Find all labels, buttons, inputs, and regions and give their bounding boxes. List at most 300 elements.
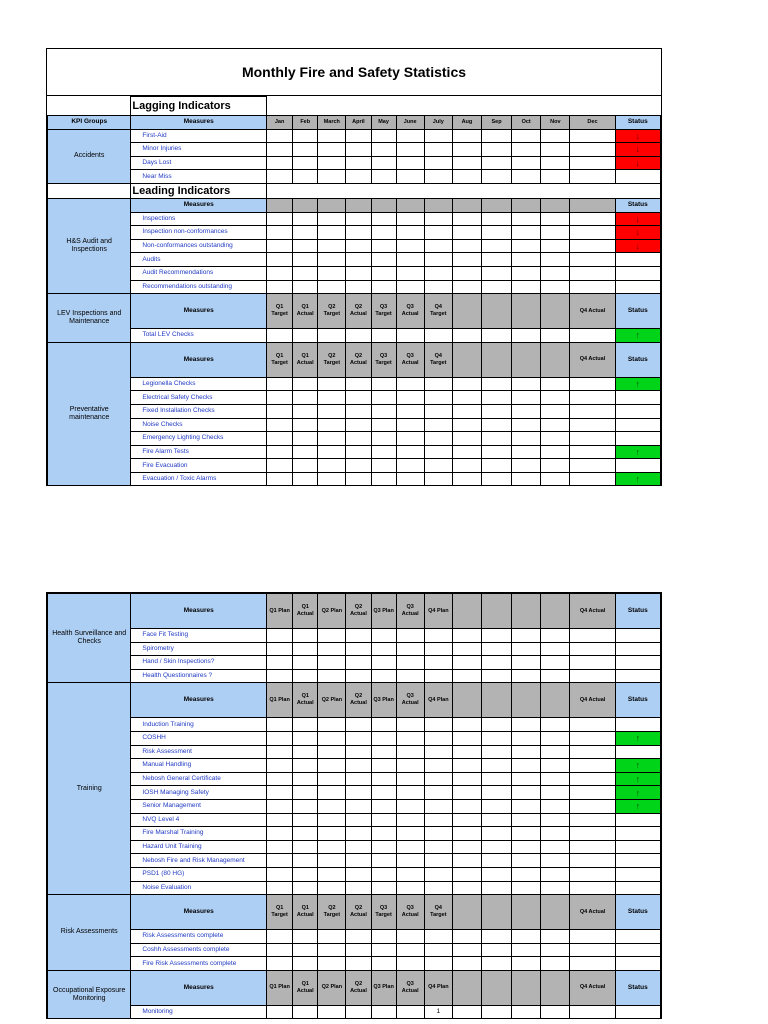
measure-label: Fixed Installation Checks — [131, 404, 267, 418]
month-cell — [512, 143, 541, 157]
month-cell — [346, 759, 371, 773]
month-cell — [346, 445, 371, 459]
status-cell — [615, 391, 660, 405]
month-cell — [318, 786, 346, 800]
month-cell — [541, 129, 570, 143]
quarter-col-header: Q3 Target — [371, 895, 396, 930]
arrow-up-icon: ↑ — [635, 787, 641, 798]
month-cell — [318, 239, 346, 253]
status-cell — [615, 472, 660, 486]
month-cell — [293, 418, 318, 432]
measure-label: Noise Evaluation — [131, 881, 267, 895]
measure-label: Inspections — [131, 212, 267, 226]
month-cell — [482, 731, 512, 745]
month-cell — [452, 930, 481, 944]
month-cell — [346, 472, 371, 486]
month-cell — [482, 799, 512, 813]
month-cell — [570, 881, 615, 895]
quarter-col-header: Q3 Actual — [396, 683, 424, 718]
month-cell — [346, 957, 371, 971]
month-cell — [481, 212, 511, 226]
month-cell — [371, 957, 396, 971]
gray-cell — [541, 683, 570, 718]
month-cell — [318, 280, 346, 294]
sheet-top — [46, 48, 662, 486]
month-cell — [512, 404, 541, 418]
status-cell — [615, 432, 660, 446]
arrow-down-icon: ↓ — [635, 158, 641, 169]
quarter-col-header: Q3 Plan — [371, 594, 396, 629]
month-cell — [481, 266, 511, 280]
quarter-col-header: Q1 Actual — [293, 342, 318, 377]
month-cell — [267, 786, 293, 800]
month-cell — [541, 772, 570, 786]
status-cell — [615, 759, 660, 773]
month-cell — [512, 881, 541, 895]
status-cell — [615, 731, 660, 745]
status-cell — [615, 881, 660, 895]
status-header: Status — [615, 294, 660, 329]
month-cell — [541, 854, 570, 868]
month-cell — [267, 418, 293, 432]
month-cell — [318, 772, 346, 786]
month-cell — [267, 266, 293, 280]
month-cell — [371, 253, 396, 267]
month-cell — [452, 867, 481, 881]
month-cell — [452, 718, 481, 732]
month-cell — [371, 718, 396, 732]
month-cell — [424, 391, 452, 405]
gray-cell — [318, 198, 346, 212]
month-cell — [371, 854, 396, 868]
status-header: Status — [615, 895, 660, 930]
month-cell — [512, 280, 541, 294]
month-cell — [452, 212, 481, 226]
month-cell — [293, 745, 318, 759]
month-cell — [424, 266, 452, 280]
quarter-col-header: Q3 Actual — [396, 342, 424, 377]
measure-label: Audits — [131, 253, 267, 267]
month-cell — [452, 642, 481, 656]
month-cell — [346, 129, 371, 143]
quarter-col-header: Q1 Plan — [267, 594, 293, 629]
table-row — [48, 239, 661, 253]
month-cell — [371, 772, 396, 786]
month-cell — [452, 827, 481, 841]
month-cell — [541, 459, 570, 473]
month-cell — [267, 772, 293, 786]
status-cell — [615, 404, 660, 418]
status-cell — [615, 656, 660, 670]
month-cell — [512, 656, 541, 670]
kpi-groups-header: KPI Groups — [48, 116, 131, 130]
month-cell — [482, 772, 512, 786]
month-cell — [512, 930, 541, 944]
month-cell — [346, 867, 371, 881]
month-cell — [267, 280, 293, 294]
month-cell — [512, 957, 541, 971]
quarter-col-header: Q4 Plan — [424, 594, 452, 629]
month-cell — [318, 827, 346, 841]
month-cell — [541, 266, 570, 280]
gray-cell — [293, 198, 318, 212]
month-cell — [267, 226, 293, 240]
month-cell — [346, 459, 371, 473]
status-cell — [615, 253, 660, 267]
month-cell — [541, 1005, 570, 1019]
month-cell — [396, 669, 424, 683]
month-cell — [396, 143, 424, 157]
stats-table-bottom — [47, 593, 661, 1019]
table-row — [48, 280, 661, 294]
status-cell — [615, 459, 660, 473]
month-cell — [512, 391, 541, 405]
month-cell — [512, 239, 541, 253]
month-cell — [452, 1005, 481, 1019]
month-cell — [570, 391, 615, 405]
table-row — [48, 212, 661, 226]
month-cell — [481, 253, 511, 267]
table-row — [48, 170, 661, 184]
status-header: Status — [615, 198, 660, 212]
month-cell — [318, 445, 346, 459]
month-cell — [424, 156, 452, 170]
gray-cell — [452, 294, 481, 329]
month-cell — [396, 799, 424, 813]
month-cell — [396, 404, 424, 418]
month-cell — [541, 943, 570, 957]
gray-cell — [512, 294, 541, 329]
month-cell — [512, 266, 541, 280]
month-cell — [293, 656, 318, 670]
month-cell — [424, 669, 452, 683]
gray-cell — [512, 970, 541, 1005]
leading-indicators-label: Leading Indicators — [131, 183, 267, 198]
quarter-col-header: Q2 Actual — [346, 683, 371, 718]
month-cell — [482, 629, 512, 643]
month-cell — [346, 629, 371, 643]
status-cell — [615, 867, 660, 881]
month-cell — [512, 840, 541, 854]
month-cell — [293, 786, 318, 800]
month-cell — [267, 156, 293, 170]
month-cell — [346, 266, 371, 280]
table-row — [48, 772, 661, 786]
month-cell — [541, 143, 570, 157]
gray-cell — [371, 198, 396, 212]
month-cell — [318, 854, 346, 868]
month-cell — [541, 445, 570, 459]
month-cell — [541, 656, 570, 670]
month-cell — [396, 813, 424, 827]
month-cell — [424, 280, 452, 294]
kpi-group-label: Health Surveillance and Checks — [48, 594, 131, 683]
month-cell — [541, 629, 570, 643]
gray-cell — [452, 594, 481, 629]
month-cell — [318, 867, 346, 881]
month-cell — [424, 943, 452, 957]
month-cell — [293, 170, 318, 184]
table-row — [48, 253, 661, 267]
month-cell — [541, 731, 570, 745]
quarter-col-header: Q4 Plan — [424, 683, 452, 718]
month-cell — [318, 881, 346, 895]
arrow-up-icon: ↑ — [635, 446, 641, 457]
month-cell — [424, 827, 452, 841]
month-cell — [452, 459, 481, 473]
month-cell — [346, 745, 371, 759]
leading-row — [48, 183, 661, 198]
gray-cell — [346, 198, 371, 212]
month-cell — [424, 745, 452, 759]
month-cell — [267, 642, 293, 656]
status-header: Status — [615, 116, 660, 130]
month-cell — [424, 881, 452, 895]
month-cell — [371, 745, 396, 759]
month-cell — [371, 418, 396, 432]
month-cell — [318, 377, 346, 391]
arrow-down-icon: ↓ — [635, 241, 641, 252]
month-cell — [424, 759, 452, 773]
month-cell — [371, 266, 396, 280]
month-cell — [346, 854, 371, 868]
quarter-header-row — [48, 683, 661, 718]
month-cell — [482, 930, 512, 944]
month-cell — [512, 759, 541, 773]
month-header: April — [346, 116, 371, 130]
month-cell — [293, 143, 318, 157]
status-header: Status — [615, 970, 660, 1005]
month-cell — [512, 629, 541, 643]
month-cell — [570, 170, 615, 184]
measures-header: Measures — [131, 594, 267, 629]
month-cell — [452, 840, 481, 854]
month-cell — [482, 881, 512, 895]
month-cell — [424, 718, 452, 732]
month-cell — [512, 418, 541, 432]
measure-label: Risk Assessments complete — [131, 930, 267, 944]
month-cell — [424, 930, 452, 944]
month-cell — [293, 943, 318, 957]
month-cell — [424, 129, 452, 143]
month-cell — [541, 669, 570, 683]
month-cell — [267, 212, 293, 226]
month-cell — [424, 239, 452, 253]
month-cell — [396, 930, 424, 944]
kpi-group-label: Risk Assessments — [48, 895, 131, 971]
month-cell — [293, 759, 318, 773]
month-cell — [482, 840, 512, 854]
quarter-col-header: Q4 Target — [424, 294, 452, 329]
month-cell — [371, 445, 396, 459]
measure-label: Fire Alarm Tests — [131, 445, 267, 459]
month-cell — [346, 813, 371, 827]
month-cell — [371, 280, 396, 294]
month-cell — [424, 253, 452, 267]
quarter-col-header: Q3 Plan — [371, 970, 396, 1005]
gray-cell — [482, 683, 512, 718]
month-cell — [570, 253, 615, 267]
month-cell — [396, 212, 424, 226]
month-cell — [346, 143, 371, 157]
month-header: Oct — [512, 116, 541, 130]
measure-label: Near Miss — [131, 170, 267, 184]
table-row — [48, 1005, 661, 1019]
month-cell — [396, 718, 424, 732]
lagging-row — [48, 97, 661, 116]
status-cell — [615, 799, 660, 813]
quarter-col-header: Q2 Actual — [346, 294, 371, 329]
month-cell — [424, 432, 452, 446]
month-cell — [371, 226, 396, 240]
month-cell — [396, 129, 424, 143]
month-cell — [267, 445, 293, 459]
quarter-col-header: Q1 Target — [267, 342, 293, 377]
month-cell — [396, 1005, 424, 1019]
month-cell — [293, 253, 318, 267]
month-cell — [346, 881, 371, 895]
month-cell — [570, 943, 615, 957]
month-cell — [541, 239, 570, 253]
month-cell — [318, 129, 346, 143]
month-cell — [371, 212, 396, 226]
month-cell — [346, 642, 371, 656]
measure-label: Noise Checks — [131, 418, 267, 432]
month-cell — [452, 759, 481, 773]
month-cell — [267, 745, 293, 759]
month-cell — [452, 854, 481, 868]
month-cell — [541, 867, 570, 881]
month-cell — [424, 445, 452, 459]
status-cell — [615, 854, 660, 868]
month-cell — [512, 472, 541, 486]
month-cell — [570, 156, 615, 170]
quarter-col-header: Q3 Actual — [396, 294, 424, 329]
month-cell — [293, 156, 318, 170]
month-header: Nov — [541, 116, 570, 130]
month-cell — [293, 329, 318, 343]
month-cell — [570, 718, 615, 732]
month-cell — [452, 156, 481, 170]
month-cell — [396, 786, 424, 800]
table-row — [48, 669, 661, 683]
status-cell — [615, 129, 660, 143]
month-cell — [396, 266, 424, 280]
month-cell — [452, 239, 481, 253]
kpi-group-label: Occupational Exposure Monitoring — [48, 970, 131, 1019]
q4-actual-header: Q4 Actual — [570, 970, 615, 1005]
kpi-group-label: Preventative maintenance — [48, 342, 131, 486]
month-cell — [293, 867, 318, 881]
quarter-col-header: Q4 Target — [424, 895, 452, 930]
month-cell — [482, 669, 512, 683]
quarter-col-header: Q1 Plan — [267, 683, 293, 718]
month-cell — [293, 445, 318, 459]
month-cell — [452, 957, 481, 971]
month-cell — [424, 799, 452, 813]
measures-header: Measures — [131, 970, 267, 1005]
gray-cell — [512, 683, 541, 718]
month-cell — [541, 718, 570, 732]
month-cell — [570, 212, 615, 226]
month-cell — [512, 867, 541, 881]
month-cell — [293, 129, 318, 143]
month-cell — [371, 759, 396, 773]
month-cell — [396, 459, 424, 473]
month-cell — [346, 943, 371, 957]
table-row — [48, 418, 661, 432]
month-cell — [371, 799, 396, 813]
month-cell — [371, 930, 396, 944]
quarter-col-header: Q3 Target — [371, 294, 396, 329]
status-cell — [615, 143, 660, 157]
month-header: Sep — [481, 116, 511, 130]
arrow-up-icon: ↑ — [635, 760, 641, 771]
status-cell — [615, 170, 660, 184]
measures-header: Measures — [131, 895, 267, 930]
month-cell — [482, 1005, 512, 1019]
month-cell — [396, 280, 424, 294]
month-cell — [318, 1005, 346, 1019]
measure-label: Minor Injuries — [131, 143, 267, 157]
measure-label: Inspection non-conformances — [131, 226, 267, 240]
month-cell — [512, 212, 541, 226]
quarter-col-header: Q2 Actual — [346, 342, 371, 377]
month-cell — [452, 253, 481, 267]
month-cell — [371, 472, 396, 486]
month-cell — [424, 329, 452, 343]
month-cell — [424, 418, 452, 432]
month-cell — [371, 943, 396, 957]
month-cell — [346, 786, 371, 800]
month-cell — [371, 656, 396, 670]
month-cell — [424, 459, 452, 473]
month-cell — [452, 266, 481, 280]
month-cell — [570, 867, 615, 881]
month-cell — [267, 129, 293, 143]
month-cell — [482, 786, 512, 800]
quarter-col-header: Q1 Actual — [293, 683, 318, 718]
month-cell — [481, 459, 511, 473]
month-cell — [371, 329, 396, 343]
month-cell — [267, 881, 293, 895]
status-cell — [615, 629, 660, 643]
month-cell — [293, 404, 318, 418]
month-cell — [318, 212, 346, 226]
gray-cell — [481, 198, 511, 212]
month-cell — [424, 629, 452, 643]
month-cell — [293, 266, 318, 280]
month-cell — [346, 718, 371, 732]
month-cell — [293, 840, 318, 854]
quarter-col-header: Q2 Actual — [346, 895, 371, 930]
month-cell — [452, 943, 481, 957]
table-row — [48, 143, 661, 157]
month-cell — [371, 459, 396, 473]
month-cell — [570, 280, 615, 294]
month-cell — [318, 943, 346, 957]
month-cell — [482, 827, 512, 841]
status-cell — [615, 642, 660, 656]
month-cell — [512, 943, 541, 957]
month-cell — [318, 329, 346, 343]
measures-header: Measures — [131, 198, 267, 212]
month-cell — [371, 840, 396, 854]
table-row — [48, 432, 661, 446]
month-cell — [541, 212, 570, 226]
month-cell — [452, 881, 481, 895]
month-cell — [346, 669, 371, 683]
